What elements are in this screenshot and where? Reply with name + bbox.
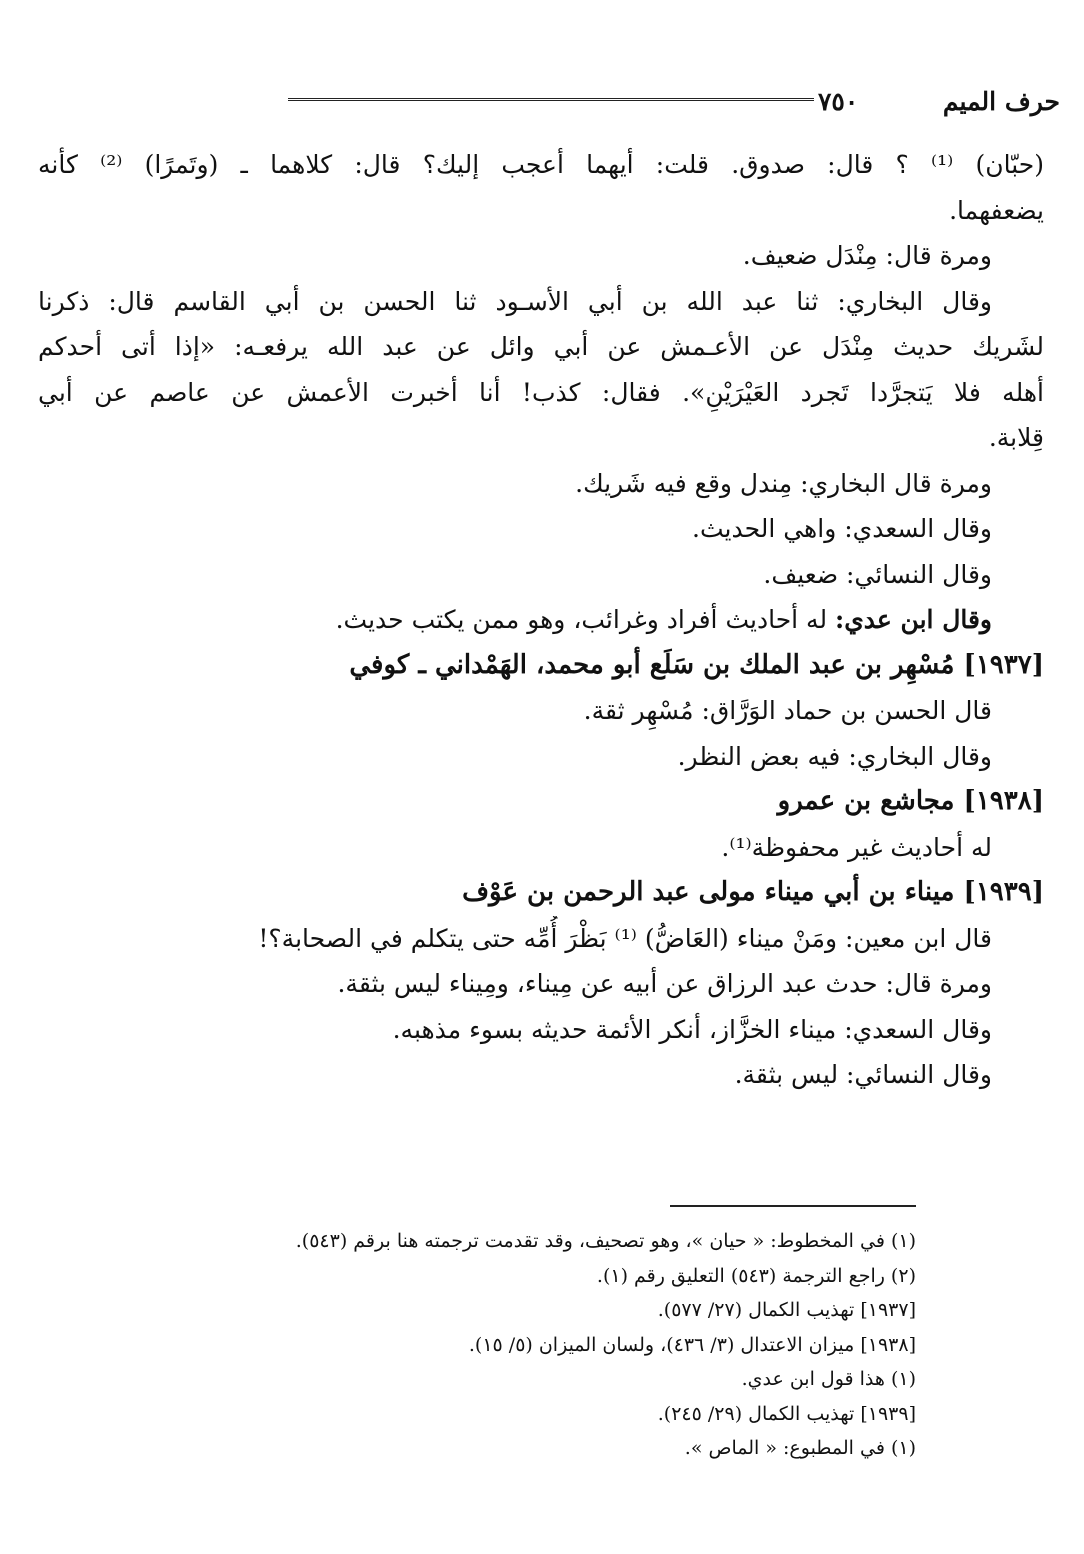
line-text: قال الحسن بن حماد الوَرَّاق: مُسْهِر ثقة. — [583, 696, 992, 725]
text-line — [38, 279, 1044, 325]
line-text: (حبّان) ⁽¹⁾ ؟ قال: صدوق. قلت: أيهما أعجب إليك؟ قال: كلاهما ـ (وتَمرًا) ⁽²⁾ كأنه — [38, 150, 1044, 179]
entry-heading — [38, 870, 1044, 916]
footnote: (٢) راجع الترجمة (٥٤٣) التعليق رقم (١). — [596, 1264, 916, 1287]
text-line — [38, 734, 1044, 780]
line-text: وقال النسائي: ليس بثقة. — [734, 1060, 992, 1089]
entry-heading — [38, 779, 1044, 825]
footnote: [١٩٣٨] ميزان الاعتدال (٣/ ٤٣٦)، ولسان الميزان (٥/ ١٥). — [468, 1333, 916, 1356]
line-text: وقال البخاري: ثنا عبد الله بن أبي الأسـود ثنا الحسن بن أبي القاسم قال: ذكرنا — [38, 286, 992, 316]
text-line — [38, 370, 1044, 416]
page-number: ٧٥٠ — [818, 87, 859, 116]
text-line — [38, 825, 1044, 871]
line-text: ومرة قال: حدث عبد الرزاق عن أبيه عن مِيناء، ومِيناء ليس بثقة. — [337, 969, 992, 998]
text-line — [38, 233, 1044, 279]
text-line — [38, 188, 1044, 234]
text-line — [38, 916, 1044, 962]
line-text: يضعفهما. — [949, 195, 1044, 225]
line-text: ومرة قال البخاري: مِندل وقع فيه شَريك. — [575, 468, 992, 498]
chapter-title: حرف الميم — [942, 87, 1060, 116]
footnote: [١٩٣٩] تهذيب الكمال (٢٩/ ٢٤٥). — [657, 1402, 916, 1425]
text-line — [38, 415, 1044, 461]
text-line — [38, 1052, 1044, 1098]
header-rule — [288, 98, 814, 103]
text-line — [38, 597, 1044, 643]
text-line — [38, 552, 1044, 598]
footnote-separator — [670, 1205, 916, 1207]
footnote: (١) هذا قول ابن عدي. — [741, 1368, 916, 1390]
text-line — [38, 688, 1044, 734]
running-header — [36, 82, 1060, 122]
line-text: قال ابن معين: ومَنْ ميناء (العَاضُّ) ⁽¹⁾ بَظْرَ أُمِّه حتى يتكلم في الصحابة؟! — [258, 923, 992, 953]
footnotes — [36, 1224, 916, 1466]
footnote: [١٩٣٧] تهذيب الكمال (٢٧/ ٥٧٧). — [657, 1299, 916, 1321]
line-text: [١٩٣٨] مجاشع بن عمرو — [777, 786, 1044, 816]
line-text: له أحاديث غير محفوظة⁽¹⁾. — [721, 832, 992, 862]
line-text: وقال السعدي: ميناء الخزَّاز، أنكر الأئمة حديثه بسوء مذهبه. — [392, 1014, 992, 1044]
text-line — [38, 142, 1044, 188]
text-line — [38, 324, 1044, 370]
line-text: [١٩٣٩] ميناء بن أبي ميناء مولى عبد الرحمن بن عَوْف — [462, 877, 1044, 907]
footnote: (١) في المخطوط: « حيان »، وهو تصحيف، وقد تقدمت ترجمته هنا برقم (٥٤٣). — [295, 1230, 916, 1252]
line-text: ومرة قال: مِنْدَل ضعيف. — [742, 241, 992, 270]
speaker-lead: وقال ابن عدي: — [835, 605, 992, 634]
text-line — [38, 461, 1044, 507]
line-text: وقال النسائي: ضعيف. — [763, 559, 992, 589]
line-text: لشَريك حديث مِنْدَل عن الأعـمش عن أبي وائل عن عبد الله يرفعـه: «إذا أتى أحدكم — [38, 332, 1044, 361]
entry-heading — [38, 643, 1044, 689]
line-text: له أحاديث أفراد وغرائب، وهو ممن يكتب حديث. — [335, 605, 836, 634]
text-line — [38, 961, 1044, 1007]
line-text: قِلابة. — [988, 423, 1044, 452]
line-text: وقال البخاري: فيه بعض النظر. — [677, 741, 992, 771]
line-text: [١٩٣٧] مُسْهِر بن عبد الملك بن سَلَع أبو محمد، الهَمْداني ـ كوفي — [349, 649, 1044, 680]
text-line — [38, 1007, 1044, 1053]
main-text — [38, 142, 1044, 1098]
line-text: أهله فلا يَتجرَّدا تَجرد العَيْرَيْنِ». فقال: كذب! أنا أخبرت الأعمش عن عاصم عن أبي — [38, 377, 1044, 407]
text-line — [38, 506, 1044, 552]
footnote: (١) في المطبوع: « الماص ». — [684, 1437, 916, 1459]
line-text: وقال السعدي: واهي الحديث. — [692, 514, 992, 543]
